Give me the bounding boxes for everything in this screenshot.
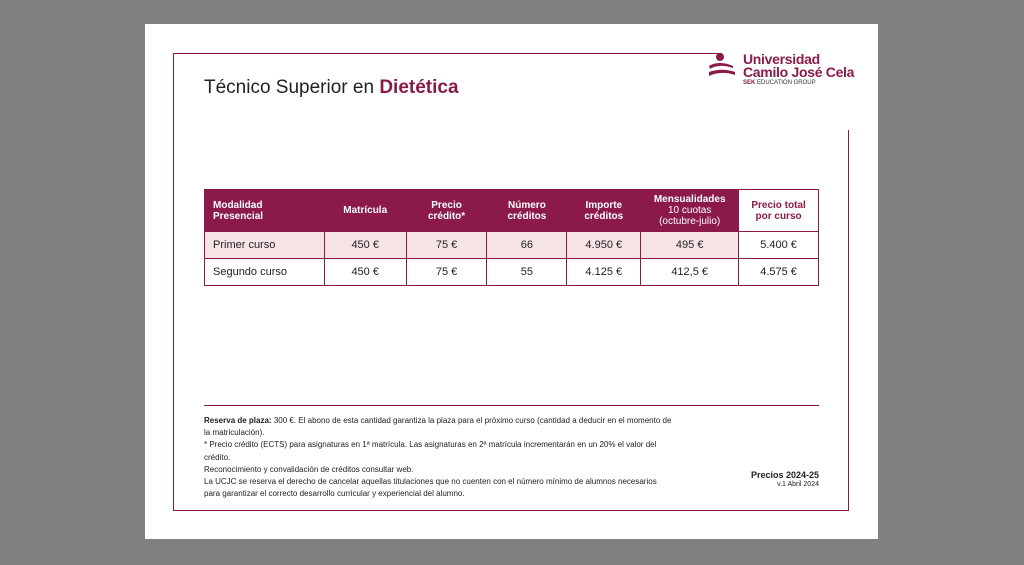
header-importe-creditos: Importe créditos	[567, 190, 641, 232]
cell-importe-creditos: 4.950 €	[567, 232, 641, 259]
cell-numero-creditos: 55	[487, 259, 567, 286]
cell-mensualidades: 412,5 €	[641, 259, 739, 286]
cell-curso: Primer curso	[205, 232, 325, 259]
cell-matricula: 450 €	[324, 232, 406, 259]
table-row	[205, 259, 819, 286]
price-table	[204, 189, 819, 286]
page-title: Técnico Superior en Dietética	[204, 77, 459, 98]
header-modalidad: Modalidad Presencial	[205, 190, 325, 232]
cell-precio-total: 4.575 €	[739, 259, 819, 286]
header-matricula: Matrícula	[324, 190, 406, 232]
version-date: v.1 Abril 2024	[777, 481, 819, 488]
cell-precio-credito: 75 €	[406, 232, 487, 259]
cell-importe-creditos: 4.125 €	[567, 259, 641, 286]
page-title-accent: Dietética	[379, 77, 459, 98]
cell-numero-creditos: 66	[487, 232, 567, 259]
cell-matricula: 450 €	[324, 259, 406, 286]
header-precio-total: Precio total por curso	[739, 190, 819, 232]
university-logo	[705, 49, 855, 89]
table-header-row	[205, 190, 819, 232]
table-row	[205, 232, 819, 259]
cell-mensualidades: 495 €	[641, 232, 739, 259]
header-precio-credito: Precio crédito*	[406, 190, 487, 232]
cell-precio-total: 5.400 €	[739, 232, 819, 259]
note-derecho: La UCJC se reserva el derecho de cancelar aquellas titulaciones que no cuenten con el número mínimo de alumnos necesarios para garantizar el correcto desarrollo curricular y experiencial del alumno.	[204, 477, 657, 499]
header-mensualidades: Mensualidades 10 cuotas (octubre-julio)	[641, 190, 739, 232]
document-page	[145, 24, 878, 539]
cell-curso: Segundo curso	[205, 259, 325, 286]
ucjc-logo-icon	[707, 52, 737, 78]
logo-subtitle: SEK EDUCATION GROUP	[743, 80, 816, 86]
note-precio-credito: * Precio crédito (ECTS) para asignaturas en 1ª matrícula. Las asignaturas en 2ª matrícula incrementarán en un 20% el valor del crédito.	[204, 440, 657, 462]
logo-line-2: Camilo José Cela	[743, 64, 855, 80]
notes-divider	[204, 405, 819, 406]
version-title: Precios 2024-25	[750, 470, 819, 480]
note-reserva: Reserva de plaza: 300 €. El abono de esta cantidad garantiza la plaza para el próximo curso (cantidad a deducir en el momento de la matriculación).	[204, 416, 672, 438]
note-reconocimiento: Reconocimiento y convalidación de créditos consultar web.	[204, 464, 414, 474]
footnotes	[204, 415, 674, 500]
version-info	[705, 470, 819, 488]
header-numero-creditos: Número créditos	[487, 190, 567, 232]
cell-precio-credito: 75 €	[406, 259, 487, 286]
logo-line-1: Universidad	[743, 51, 820, 67]
